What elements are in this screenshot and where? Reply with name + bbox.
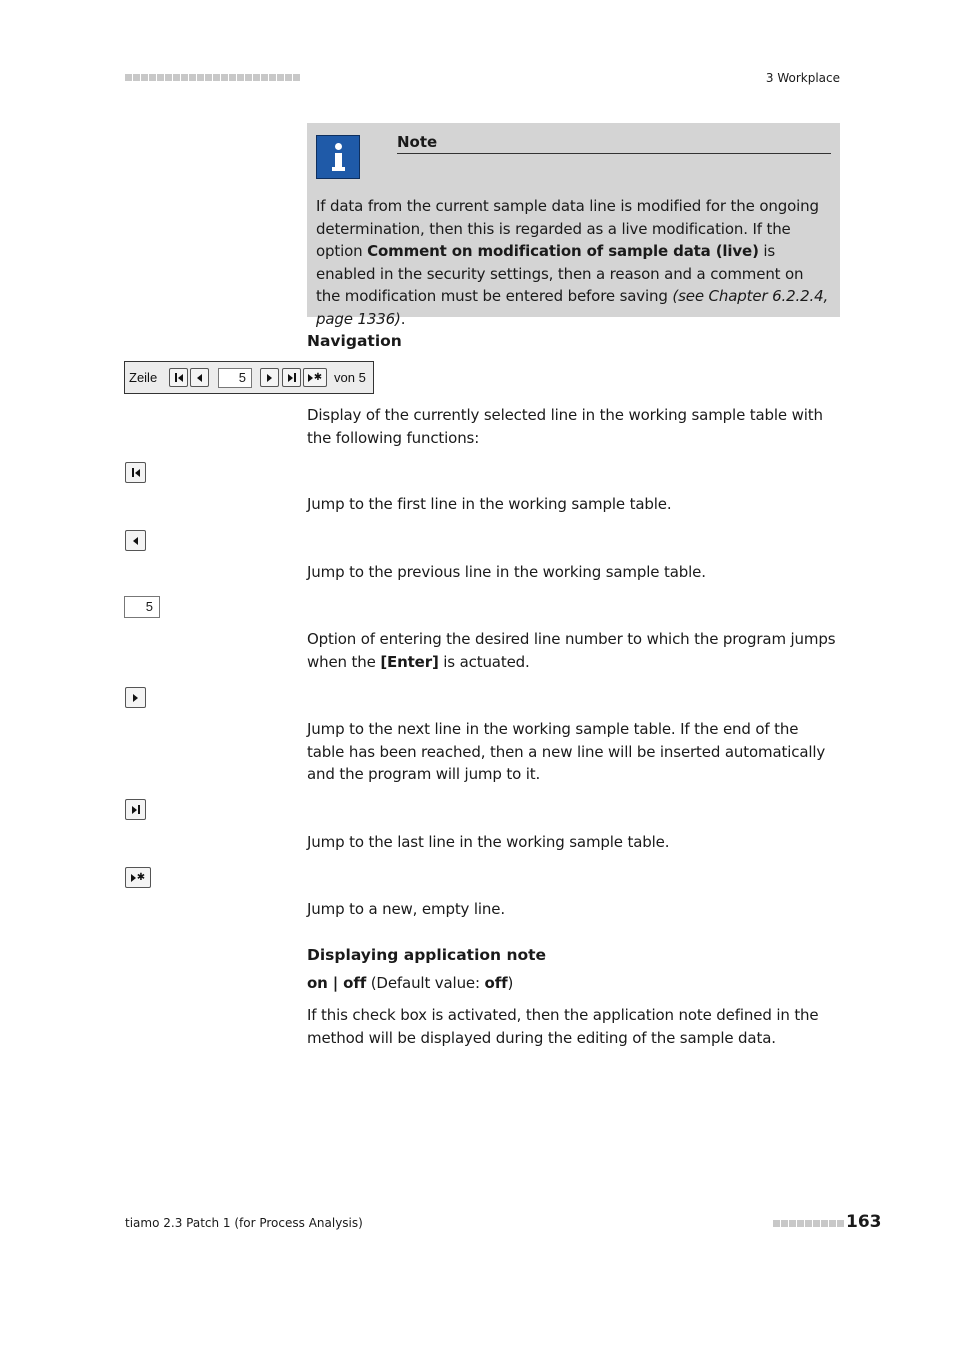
next-line-description: Jump to the next line in the working sample table. If the end of the table has been reached, then a new line will be inserted automatically and the program will jump to it. [307,720,826,783]
previous-line-icon [197,374,202,382]
toolbar-last-button[interactable] [282,368,301,387]
footer-product: tiamo 2.3 Patch 1 (for Process Analysis) [125,1216,363,1230]
last-line-button[interactable] [125,799,146,820]
navigation-intro: Display of the currently selected line in the working sample table with the following functions: [307,406,823,447]
new-line-icon: ✱ [131,873,145,882]
previous-line-icon [133,537,138,545]
note-option-name: Comment on modification of sample data (live) [367,242,759,260]
footer-decoration [773,1220,844,1227]
last-line-description: Jump to the last line in the working sample table. [307,833,670,851]
header-section-title: 3 Workplace [765,71,840,85]
note-body: If data from the current sample data line is modified for the ongoing determination, then this is regarded as a live modification. If the option Comment on modification of sample data (live) is enabled in the security settings, then a reason and a comment on the modification must be entered before saving (see Chapter 6.2.2.4, page 1336). [316,197,829,328]
toolbar-previous-button[interactable] [190,368,209,387]
application-note-heading: Displaying application note [307,946,547,964]
navigation-heading: Navigation [307,332,402,350]
row-label: Zeile [129,370,158,385]
note-box [307,123,840,328]
navigation-toolbar [124,361,374,394]
new-line-description: Jump to a new, empty line. [307,900,505,918]
page-number: 163 [846,1212,882,1232]
toolbar-first-button[interactable] [169,368,188,387]
previous-line-button[interactable] [125,530,146,551]
line-number-input[interactable]: 5 [124,596,160,618]
header-decoration [125,74,300,81]
info-icon [316,135,360,179]
toolbar-next-button[interactable] [260,368,279,387]
default-value: off [484,974,508,992]
new-line-icon: ✱ [308,373,322,382]
last-line-icon [288,373,296,382]
application-note-description: If this check box is activated, then the application note defined in the method will be displayed during the editing of the sample data. [307,1006,819,1047]
enter-key-label: [Enter] [380,652,439,671]
previous-line-description: Jump to the previous line in the working sample table. [307,563,706,581]
first-line-description: Jump to the first line in the working sample table. [307,495,672,513]
first-line-icon [132,468,140,477]
first-line-button[interactable] [125,462,146,483]
next-line-icon [133,694,138,702]
application-note-options: on | off (Default value: off) [307,974,514,992]
toolbar-new-line-button[interactable] [303,368,327,387]
last-line-icon [132,805,140,814]
next-line-button[interactable] [125,687,146,708]
toolbar-line-input[interactable]: 5 [218,368,252,388]
note-title: Note [397,133,831,154]
line-number-description: Option of entering the desired line number to which the program jumps when the [Enter] is actuated. [307,630,836,671]
next-line-icon [267,374,272,382]
note-chapter-reference: (see Chapter 6.2.2.4, page 1336) [316,287,829,328]
row-count-label: von 5 [334,370,366,385]
first-line-icon [175,373,183,382]
new-line-button[interactable] [125,867,151,888]
